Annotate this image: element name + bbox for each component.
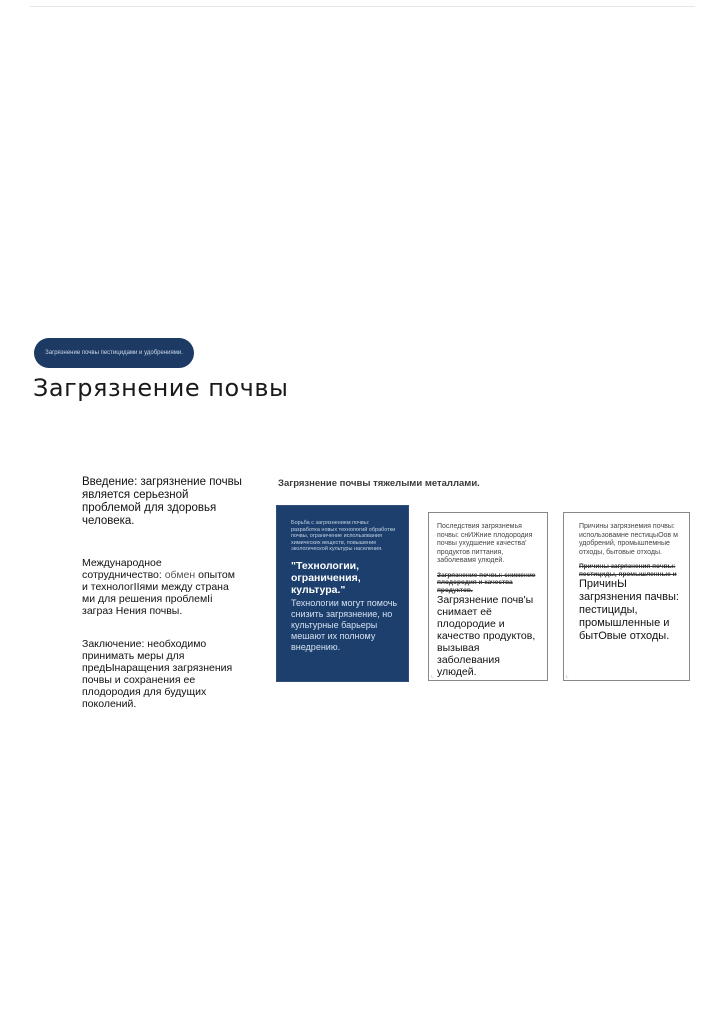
slide-tag-text: Загрязнение почвы пестицидами и удобрениями. [45,349,183,356]
slide-tag-pill [34,338,194,368]
corner-mark: ⌞ [566,673,569,679]
section-heading: Загрязнение почвы тяжелыми металлами. [278,478,480,489]
causes-small-text: Причины загрязнемия почвы: использовамне пестицыОов м удобрений, промышпемные отходы, бытовые отходы. [579,523,678,556]
cooperation-paragraph [82,557,242,617]
causes-struck-text: Причины загрязнения почвы: пестициды, промышленные и [579,563,677,578]
cooperation-rest: опытом и технологIIями между страна ми для решения проблемIi заграз Нения почвы. [82,569,235,617]
dark-card-body: Технологии могут помочь снизить загрязнение, но культурные барьеры мешают их полному внедрению. [291,597,398,652]
consequences-main-text: Загрязнение почв'ы снимает её плодородие и качество продуктов, вызывая заболевания улюдей. [437,594,536,678]
consequences-struck-text: Загрязнение почвы: снижение плодородия и качества продуктов. [437,571,536,594]
cooperation-prefix: Международное сотрудничество: [82,557,162,581]
intro-paragraph: Введение: загрязнение почвы является серьезной проблемой для здоровья человека. [82,476,242,527]
corner-mark: ⌞ [431,673,434,679]
page-title: Загрязнение почвы [33,374,289,402]
causes-main-text: ПричинЫ загрязнения пачвы: пестициды, промышленные и бытОвые отходы. [579,578,679,642]
top-rule [30,6,695,7]
dark-card [276,505,409,682]
consequences-card [428,512,548,681]
dark-card-quote: "Технологии, ограничения, культура." [291,559,361,596]
consequences-small-text: Последствия загрязнемья почвы: снИЖние плодородия почвы ухудшение качества' продуктов питтания, заболевамя улюдей. [437,523,533,564]
dark-card-small-text: Борьба с загрязнением почвы: разработка новых технологий обработки почвы, ограничение использования химических веществ, повышение экологической культуры населения. [291,520,396,552]
causes-card [563,512,690,681]
cooperation-muted-word: обмен [164,569,196,581]
conclusion-paragraph: Заключение: необходимо принимать меры для предЫнаращения загрязнения почвы и сохранения ее плодородия для будущих поколений. [82,638,233,710]
